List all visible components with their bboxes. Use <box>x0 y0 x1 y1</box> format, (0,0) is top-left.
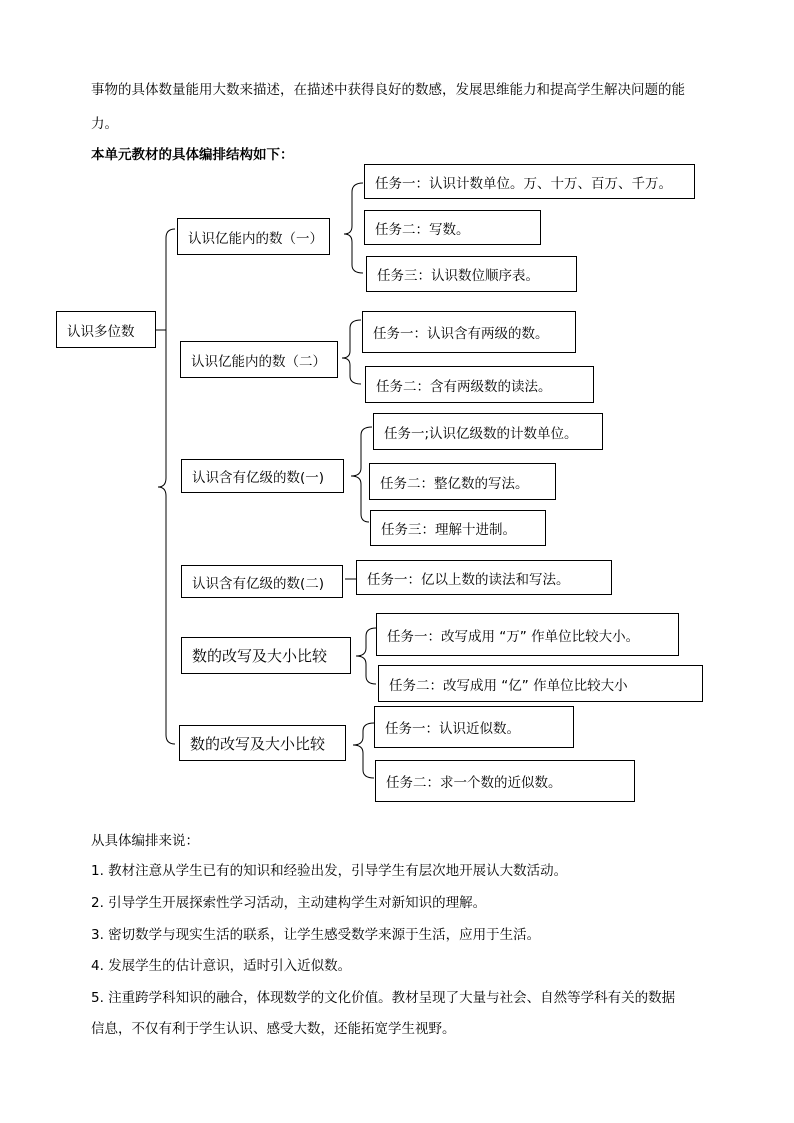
section-1-label: 认识亿能内的数（一） <box>177 218 330 255</box>
section-6-label: 数的改写及大小比较 <box>179 725 346 761</box>
details-item-2: 2. 引导学生开展探索性学习活动，主动建构学生对新知识的理解。 <box>91 895 487 911</box>
section-5-label: 数的改写及大小比较 <box>181 637 351 674</box>
section-3-label: 认识含有亿级的数(一) <box>181 459 344 493</box>
details-item-1: 1. 教材注意从学生已有的知识和经验出发，引导学生有层次地开展认大数活动。 <box>91 863 568 879</box>
section-4-label: 认识含有亿级的数(二) <box>181 565 343 598</box>
section-1-task-3: 任务三：认识数位顺序表。 <box>366 256 577 292</box>
section-6-task-2: 任务二：求一个数的近似数。 <box>375 760 635 802</box>
intro-line-2: 力。 <box>91 116 118 132</box>
section-2-task-2: 任务二：含有两级数的读法。 <box>365 366 594 403</box>
section-6-task-1: 任务一：认识近似数。 <box>374 706 574 748</box>
section-5-task-1: 任务一：改写成用 “万” 作单位比较大小。 <box>376 613 679 656</box>
section-3-task-3: 任务三：理解十进制。 <box>370 510 546 546</box>
section-2-task-1: 任务一：认识含有两级的数。 <box>362 311 576 353</box>
intro-line-1: 事物的具体数量能用大数来描述，在描述中获得良好的数感，发展思维能力和提高学生解决问题的能 <box>91 82 685 98</box>
section-3-task-2: 任务二：整亿数的写法。 <box>369 463 556 500</box>
details-item-4: 4. 发展学生的估计意识，适时引入近似数。 <box>91 958 352 974</box>
section-5-task-2: 任务二：改写成用 “亿” 作单位比较大小 <box>378 665 703 702</box>
structure-heading: 本单元教材的具体编排结构如下： <box>91 147 294 163</box>
details-item-5-continued: 信息，不仅有利于学生认识、感受大数，还能拓宽学生视野。 <box>91 1021 456 1037</box>
section-4-task-1: 任务一：亿以上数的读法和写法。 <box>356 560 612 595</box>
section-3-task-1: 任务一;认识亿级数的计数单位。 <box>373 413 603 450</box>
section-2-label: 认识亿能内的数（二） <box>180 341 338 378</box>
section-1-task-2: 任务二：写数。 <box>364 210 541 245</box>
details-heading: 从具体编排来说： <box>91 833 199 849</box>
diagram-root: 认识多位数 <box>56 311 156 348</box>
section-1-task-1: 任务一：认识计数单位。万、十万、百万、千万。 <box>364 164 695 199</box>
details-item-5: 5. 注重跨学科知识的融合，体现数学的文化价值。教材呈现了大量与社会、自然等学科有关的数据 <box>91 990 676 1006</box>
details-item-3: 3. 密切数学与现实生活的联系，让学生感受数学来源于生活，应用于生活。 <box>91 927 541 943</box>
